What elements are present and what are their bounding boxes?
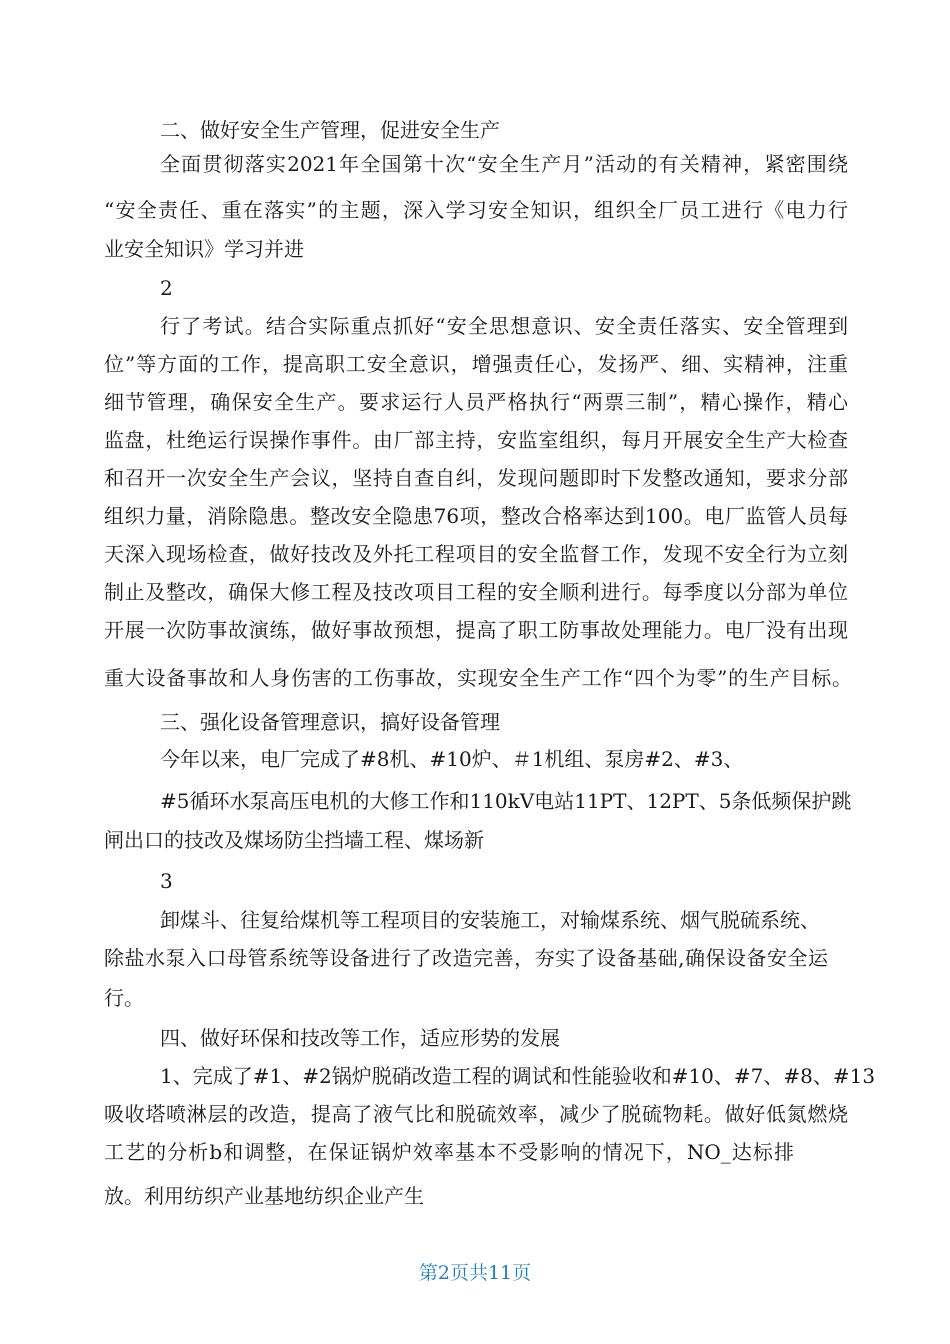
page-marker: 2	[160, 276, 173, 300]
paragraph-line: 制止及整改，确保大修工程及技改项目工程的安全顺利进行。每季度以分部为单位	[104, 580, 848, 604]
page-marker: 3	[160, 869, 173, 893]
paragraph-line: 开展一次防事故演练，做好事故预想，提高了职工防事故处理能力。电厂没有出现	[104, 618, 848, 642]
section-heading: 三、强化设备管理意识，搞好设备管理	[160, 710, 500, 734]
paragraph-line: 监盘，杜绝运行误操作事件。由厂部主持，安监室组织，每月开展安全生产大检查	[104, 428, 848, 452]
paragraph-line: 和召开一次安全生产会议，坚持自查自纠，发现问题即时下发整改通知，要求分部	[104, 466, 848, 490]
paragraph-line: 1、完成了#1、#2锅炉脱硝改造工程的调试和性能验收和#10、#7、#8、#13	[160, 1064, 876, 1088]
paragraph-line: 闸出口的技改及煤场防尘挡墙工程、煤场新	[104, 828, 484, 852]
paragraph-line: “安全责任、重在落实”的主题，深入学习安全知识，组织全厂员工进行《电力行	[104, 198, 848, 222]
paragraph-line: 行了考试。结合实际重点抓好“安全思想意识、安全责任落实、安全管理到	[160, 314, 848, 338]
paragraph-line: 除盐水泵入口母管系统等设备进行了改造完善，夯实了设备基础,确保设备安全运	[104, 946, 828, 970]
paragraph-line: 放。利用纺织产业基地纺织企业产生	[104, 1184, 424, 1208]
section-heading: 四、做好环保和技改等工作，适应形势的发展	[160, 1026, 560, 1050]
paragraph-line: 卸煤斗、往复给煤机等工程项目的安装施工，对输煤系统、烟气脱硫系统、	[160, 908, 820, 932]
paragraph-line: 组织力量，消除隐患。整改安全隐患76项，整改合格率达到100。电厂监管人员每	[104, 504, 848, 528]
paragraph-line: 天深入现场检查，做好技改及外托工程项目的安全监督工作，发现不安全行为立刻	[104, 542, 848, 566]
paragraph-line: #5循环水泵高压电机的大修工作和110kV电站11PT、12PT、5条低频保护跳	[160, 789, 852, 813]
section-heading: 二、做好安全生产管理，促进安全生产	[160, 118, 500, 142]
paragraph-line: 位”等方面的工作，提高职工安全意识，增强责任心，发扬严、细、实精神，注重	[104, 352, 848, 376]
paragraph-line: 重大设备事故和人身伤害的工伤事故，实现安全生产工作“四个为零”的生产目标。	[104, 666, 852, 690]
page-number-footer: 第2页共11页	[418, 1262, 532, 1284]
paragraph-line: 今年以来，电厂完成了#8机、#10炉、＃1机组、泵房#2、#3、	[160, 747, 744, 771]
paragraph-line: 吸收塔喷淋层的改造，提高了液气比和脱硫效率，减少了脱硫物耗。做好低氮燃烧	[104, 1102, 848, 1126]
paragraph-line: 业安全知识》学习并进	[104, 237, 304, 261]
paragraph-line: 全面贯彻落实2021年全国第十次“安全生产月”活动的有关精神，紧密围绕	[160, 152, 848, 176]
paragraph-line: 行。	[104, 986, 144, 1010]
paragraph-line: 细节管理，确保安全生产。要求运行人员严格执行“两票三制”，精心操作，精心	[104, 390, 848, 414]
paragraph-line: 工艺的分析b和调整，在保证锅炉效率基本不受影响的情况下，NO_达标排	[104, 1140, 794, 1164]
